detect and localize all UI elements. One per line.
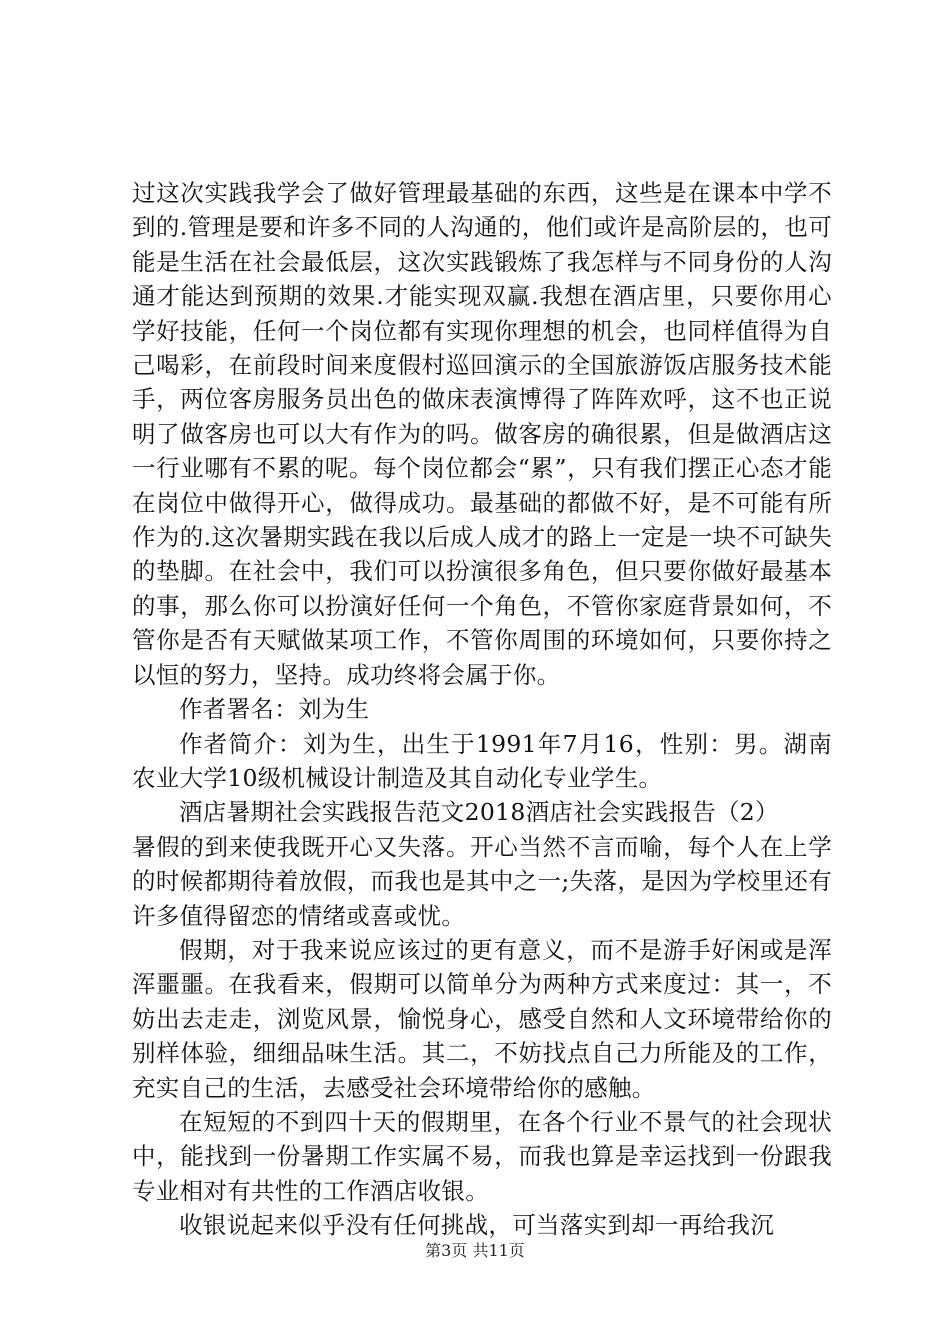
paragraph-practice-summary: 过这次实践我学会了做好管理最基础的东西，这些是在课本中学不到的.管理是要和许多不同的人沟通的，他们或许是高阶层的，也可能是生活在社会最低层，这次实践锻炼了我怎样与不同身份的人沟通才能达到预期的效果.才能实现双赢.我想在酒店里，只要你用心学好技能，任何一个岗位都有实现你理想的机会，也同样值得为自己喝彩，在前段时间来度假村巡回演示的全国旅游饭店服务技术能手，两位客房服务员出色的做床表演博得了阵阵欢呼，这不也正说明了做客房也可以大有作为的吗。做客房的确很累，但是做酒店这一行业哪有不累的呢。每个岗位都会“累”，只有我们摆正心态才能在岗位中做得开心，做得成功。最基础的都做不好，是不可能有所作为的.这次暑期实践在我以后成人成才的路上一定是一块不可缺失的垫脚。在社会中，我们可以扮演很多角色，但只要你做好最基本的事，那么你可以扮演好任何一个角色，不管你家庭背景如何，不管你是否有天赋做某项工作，不管你周围的环境如何，只要你持之以恒的努力，坚持。成功终将会属于你。 bbox=[132, 179, 832, 689]
paragraph-cashier: 收银说起来似乎没有任何挑战，可当落实到却一再给我沉 bbox=[179, 1211, 774, 1240]
paragraph-finding-job: 在短短的不到四十天的假期里，在各个行业不景气的社会现状中，能找到一份暑期工作实属不易，而我也算是幸运找到一份跟我专业相对有共性的工作酒店收银。 bbox=[132, 1107, 832, 1205]
paragraph-summer-intro: 暑假的到来使我既开心又失落。开心当然不言而喻，每个人在上学的时候都期待着放假，而我也是其中之一;失落，是因为学校里还有许多值得留恋的情绪或喜或忧。 bbox=[132, 832, 832, 930]
document-body bbox=[132, 176, 832, 1243]
section-heading: 酒店暑期社会实践报告范文2018酒店社会实践报告（2） bbox=[179, 798, 779, 827]
author-signature: 作者署名：刘为生 bbox=[179, 695, 370, 724]
author-bio: 作者简介：刘为生，出生于1991年7月16，性别：男。湖南农业大学10级机械设计制造及其自动化专业学生。 bbox=[132, 729, 832, 792]
paragraph-vacation-meaning: 假期，对于我来说应该过的更有意义，而不是游手好闲或是浑浑噩噩。在我看来，假期可以简单分为两种方式来度过：其一，不妨出去走走，浏览风景，愉悦身心，感受自然和人文环境带给你的别样体验，细细品味生活。其二，不妨找点自己力所能及的工作，充实自己的生活，去感受社会环境带给你的感触。 bbox=[132, 935, 832, 1102]
page-number-footer: 第3页 共11页 bbox=[425, 1241, 525, 1260]
